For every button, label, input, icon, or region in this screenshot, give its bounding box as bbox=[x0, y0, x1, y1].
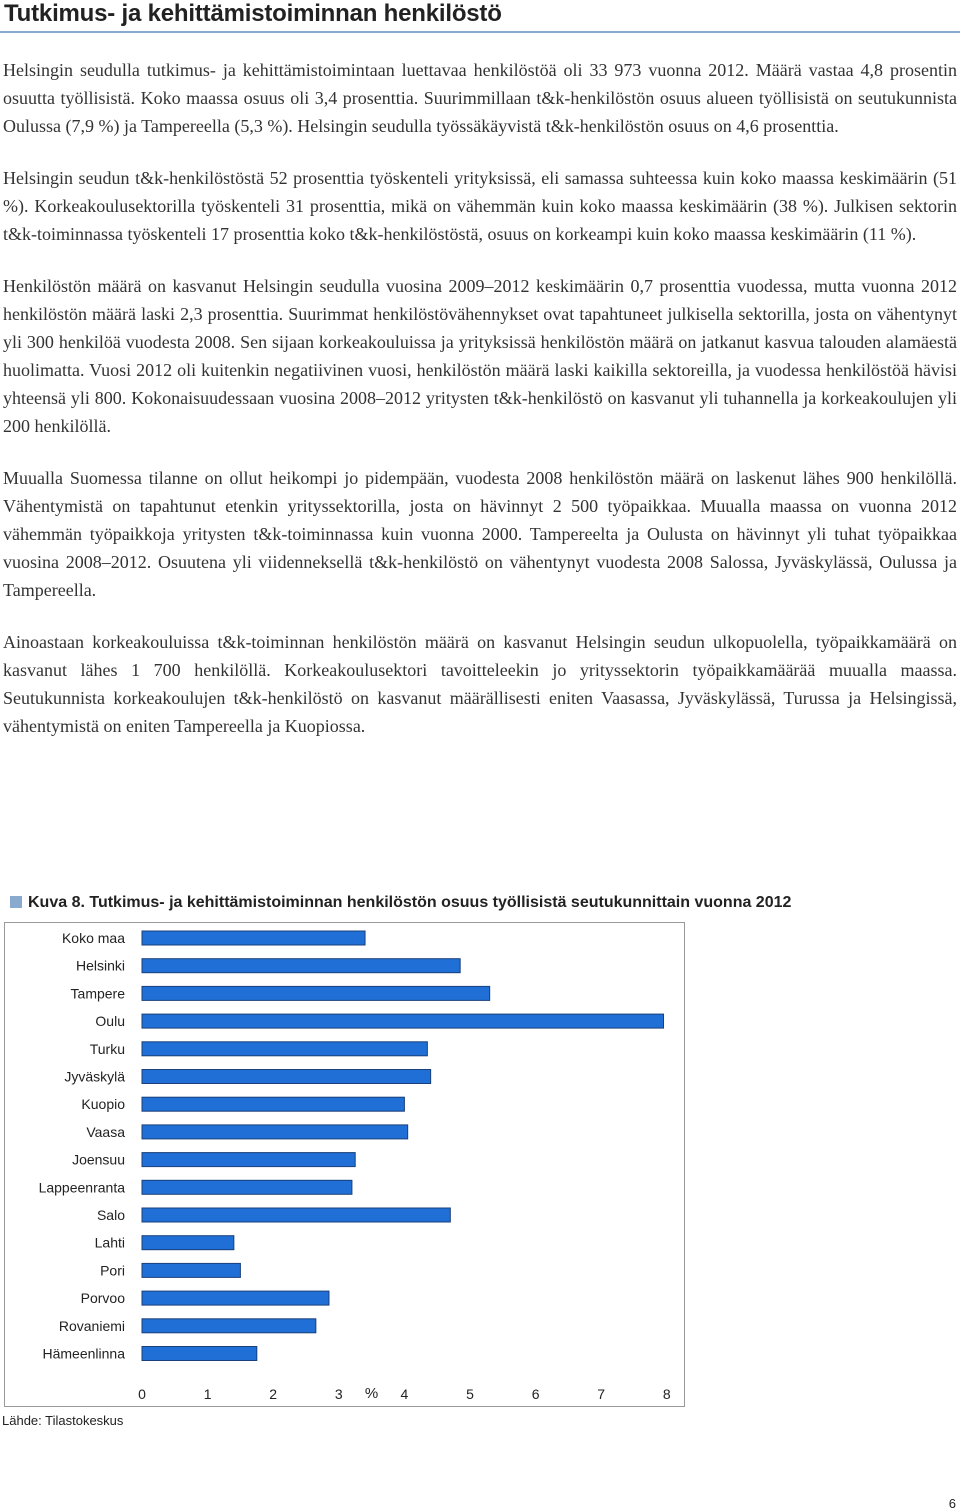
x-tick-7: 7 bbox=[597, 1386, 606, 1402]
bar-0 bbox=[142, 931, 365, 945]
x-tick-0: 0 bbox=[138, 1386, 146, 1402]
x-tick-labels bbox=[138, 1386, 671, 1402]
category-label-2: Tampere bbox=[70, 985, 125, 1002]
bar-14 bbox=[142, 1319, 316, 1333]
x-tick-3: 3 bbox=[334, 1386, 343, 1402]
category-label-15: Hämeenlinna bbox=[42, 1345, 125, 1362]
body-text bbox=[3, 56, 957, 764]
figure-caption-text: Kuva 8. Tutkimus- ja kehittämistoiminnan henkilöstön osuus työllisistä seutukunnittain vuonna 2012 bbox=[28, 894, 792, 911]
category-label-11: Lahti bbox=[94, 1234, 125, 1251]
x-tick-2: 2 bbox=[269, 1386, 278, 1402]
bar-1 bbox=[142, 959, 460, 973]
category-label-14: Rovaniemi bbox=[58, 1317, 125, 1334]
bar-chart bbox=[0, 922, 720, 1410]
category-label-10: Salo bbox=[96, 1207, 125, 1223]
paragraph-1: Helsingin seudulla tutkimus- ja kehittämistoimintaan luettavaa henkilöstöä oli 33 973 vuonna 2012. Määrä vastaa 4,8 prosentin osuutta työllisistä. Koko maassa osuus oli 3,4 prosenttia. Suurimmillaan t&k-henkilöstön osuus alueen työllisistä on seutukunnista Oulussa (7,9 %) ja Tampereella (5,3 %). Helsingin seudulla työssäkäyvistä t&k-henkilöstön osuus on 4,6 prosenttia. bbox=[3, 60, 957, 136]
bar-5 bbox=[142, 1070, 431, 1084]
bar-10 bbox=[142, 1208, 450, 1222]
category-label-7: Vaasa bbox=[86, 1123, 125, 1140]
bar-11 bbox=[142, 1236, 234, 1250]
bar-9 bbox=[142, 1180, 352, 1194]
bar-4 bbox=[142, 1042, 427, 1056]
caption-square-icon bbox=[10, 896, 22, 908]
bar-7 bbox=[142, 1125, 408, 1139]
category-label-4: Turku bbox=[89, 1040, 125, 1057]
x-tick-5: 5 bbox=[466, 1386, 474, 1402]
paragraph-4: Muualla Suomessa tilanne on ollut heikompi jo pidempään, vuodesta 2008 henkilöstön määrä on laskenut lähes 900 henkilöllä. Vähentymistä on tapahtunut etenkin yrityssektorilla, josta on hävinnyt 2 500 työpaikkaa. Muualla maassa on vuonna 2012 vähemmän työpaikkoja yritysten t&k-toiminnassa kuin vuonna 2000. Tampereelta ja Oulusta on hävinnyt yli tuhat työpaikkaa vuosina 2008–2012. Osuutena yli viidenneksellä t&k-henkilöstö on vähentynyt vuodesta 2008 Salossa, Jyväskylässä, Oulussa ja Tampereella. bbox=[3, 468, 957, 600]
category-label-8: Joensuu bbox=[72, 1151, 125, 1168]
category-label-3: Oulu bbox=[95, 1013, 125, 1030]
category-label-9: Lappeenranta bbox=[38, 1179, 125, 1196]
title-rule bbox=[0, 31, 960, 33]
bar-15 bbox=[142, 1347, 257, 1361]
page-title: Tutkimus- ja kehittämistoiminnan henkilöstö bbox=[4, 0, 502, 27]
figure-caption bbox=[10, 894, 791, 912]
paragraph-3: Henkilöstön määrä on kasvanut Helsingin seudulla vuosina 2009–2012 keskimäärin 0,7 prosenttia vuodessa, mutta vuonna 2012 henkilöstön määrä laski 2,3 prosenttia. Suurimmat henkilöstövähennykset ovat tapahtuneet julkisella sektorilla, josta on vähentynyt yli 300 henkilöä vuodesta 2008. Sen sijaan korkeakouluissa ja yrityksissä henkilöstön määrä on jatkanut kasvua talouden alamäestä huolimatta. Vuosi 2012 oli kuitenkin negatiivinen vuosi, henkilöstön määrä laski kaikilla sektoreilla, ja vuodessa henkilöstöä hävisi yhteensä yli 800. Kokonaisuudessaan vuosina 2008–2012 yritysten t&k-henkilöstö on kasvanut yli tuhannella ja korkeakoulujen yli 200 henkilöllä. bbox=[3, 276, 957, 436]
category-label-12: Pori bbox=[100, 1262, 125, 1279]
bar-6 bbox=[142, 1097, 404, 1111]
bar-8 bbox=[142, 1153, 355, 1167]
bar-3 bbox=[142, 1014, 664, 1028]
category-label-5: Jyväskylä bbox=[64, 1068, 125, 1085]
x-tick-8: 8 bbox=[662, 1386, 671, 1402]
chart-bars bbox=[142, 931, 664, 1361]
page-number: 6 bbox=[948, 1496, 956, 1511]
category-label-13: Porvoo bbox=[80, 1290, 125, 1307]
category-labels bbox=[39, 930, 126, 1362]
category-label-1: Helsinki bbox=[75, 957, 125, 974]
bar-13 bbox=[142, 1291, 329, 1305]
x-tick-1: 1 bbox=[203, 1386, 212, 1402]
bar-2 bbox=[142, 986, 490, 1000]
x-tick-4: 4 bbox=[400, 1386, 409, 1402]
category-label-6: Kuopio bbox=[81, 1096, 125, 1113]
paragraph-2: Helsingin seudun t&k-henkilöstöstä 52 prosenttia työskenteli yrityksissä, eli samassa suhteessa kuin koko maassa keskimäärin (51 %). Korkeakoulusektorilla työskenteli 31 prosenttia, mikä on vähemmän kuin koko maassa keskimäärin (38 %). Julkisen sektorin t&k-toiminnassa työskenteli 17 prosenttia koko t&k-henkilöstöstä, osuus on korkeampi kuin koko maassa keskimäärin (11 %). bbox=[3, 168, 957, 244]
x-tick-6: 6 bbox=[531, 1386, 540, 1402]
category-label-0: Koko maa bbox=[61, 930, 125, 946]
bar-12 bbox=[142, 1263, 240, 1277]
paragraph-5: Ainoastaan korkeakouluissa t&k-toiminnan henkilöstön määrä on kasvanut Helsingin seudun ulkopuolella, työpaikkamäärä on kasvanut lähes 1 700 henkilöllä. Korkeakoulusektori tavoitteleekin jo yrityssektorin työpaikkamäärää muualla maassa. Seutukunnista korkeakoulujen t&k-henkilöstö on kasvanut määrällisesti eniten Vaasassa, Jyväskylässä, Turussa ja Helsingissä, vähentymistä on eniten Tampereella ja Kuopiossa. bbox=[3, 632, 957, 736]
x-axis-unit-label: % bbox=[364, 1385, 379, 1402]
figure-source: Lähde: Tilastokeskus bbox=[2, 1413, 124, 1428]
